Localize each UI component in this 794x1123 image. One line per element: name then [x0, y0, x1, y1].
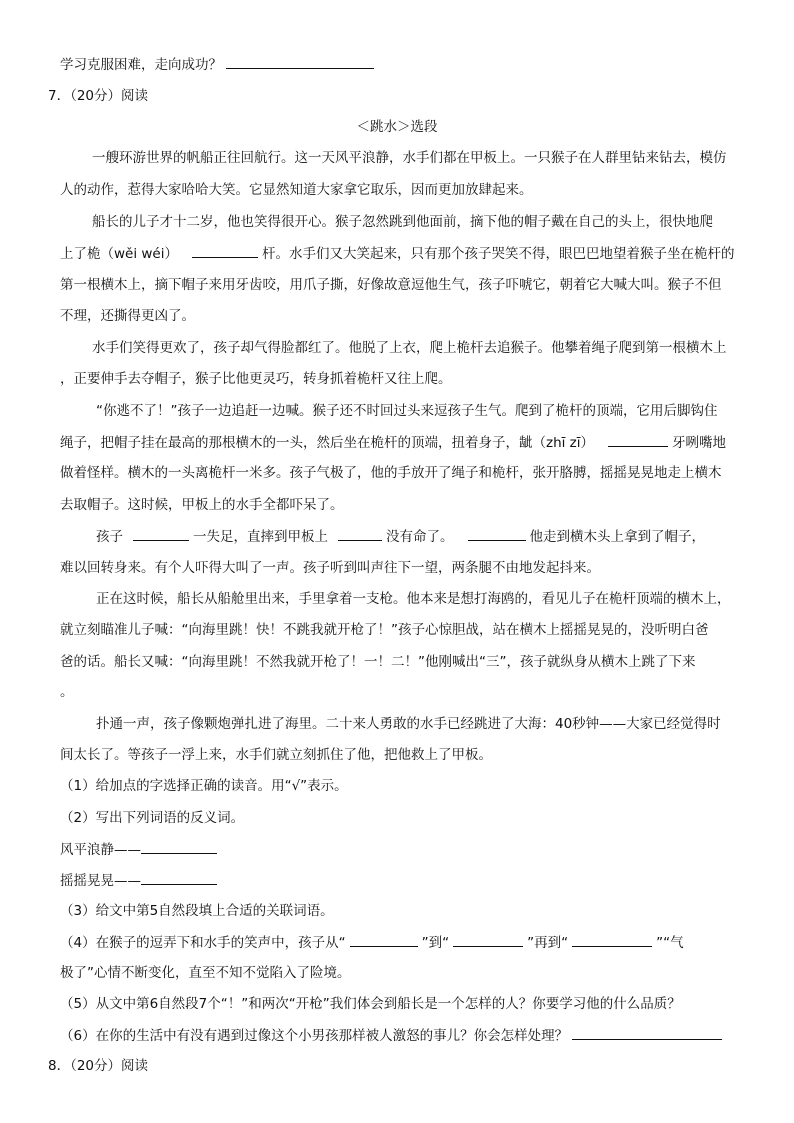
answer-blank-2[interactable] [338, 526, 382, 541]
p1-line1: 一艘环游世界的帆船正往回航行。这一天风平浪静，水手们都在甲板上。一只猴子在人群里钻来钻去，模仿 [92, 150, 727, 166]
sub-question-5: （5）从文中第6自然段7个“！”和两次“开枪”我们体会到船长是一个怎样的人？你要学习他的什么品质？ [60, 996, 681, 1012]
sub-question-1: （1）给加点的字选择正确的读音。用“√”表示。 [60, 778, 348, 794]
p2-line2: 上了桅（wěi wéi） 杆。水手们又大笑起来，只有那个孩子哭笑不得，眼巴巴地望着猴子坐在桅杆的 [60, 243, 735, 264]
answer-blank[interactable] [226, 54, 374, 69]
sub-question-3: （3）给文中第5自然段填上合适的关联词语。 [60, 903, 334, 919]
p5-line2: 难以回转身来。有个人吓得大叫了一声。孩子听到叫声往下一望，两条腿不由地发起抖来。 [60, 560, 600, 576]
q7-header: 7．（20分）阅读 [48, 88, 149, 104]
sub-question-4-line1: （4）在猴子的逗弄下和水手的笑声中，孩子从“ ”到“ ”再到“ ”“气 [60, 932, 684, 953]
prev-question-text: 学习克服困难，走向成功？ [60, 57, 222, 73]
p2-line3: 第一根横木上，摘下帽子来用牙齿咬，用爪子撕，好像故意逗他生气，孩子吓唬它，朝着它大喊大叫。猴子不但 [60, 277, 722, 293]
p6-line2: 就立刻瞄准儿子喊：“向海里跳！快！不跳我就开枪了！”孩子心惊胆战，站在横木上摇摇晃晃的，没听明白爸 [60, 622, 709, 638]
passage-title: ＜跳水＞选段 [356, 119, 438, 135]
p7-line2: 间太长了。等孩子一浮上来，水手们就立刻抓住了他，把他救上了甲板。 [60, 747, 492, 763]
answer-blank[interactable] [192, 243, 258, 258]
p7-line1: 扑通一声，孩子像颗炮弹扎进了海里。二十来人勇敢的水手已经跳进了大海：40秒钟——大家已经觉得时 [96, 716, 721, 732]
antonym-1: 风平浪静—— [60, 839, 221, 860]
sub-question-2: （2）写出下列词语的反义词。 [60, 810, 245, 826]
prev-question-tail [60, 54, 378, 75]
p6-line4: 。 [60, 684, 74, 700]
sub-question-6: （6）在你的生活中有没有遇到过像这个小男孩那样被人激怒的事儿？你会怎样处理？ [60, 1025, 726, 1046]
answer-blank[interactable] [141, 870, 217, 885]
p4-line4: 去取帽子。这时候，甲板上的水手全都吓呆了。 [60, 497, 344, 513]
answer-blank-2[interactable] [453, 932, 523, 947]
p3-line1: 水手们笑得更欢了，孩子却气得脸都红了。他脱了上衣，爬上桅杆去追猴子。他攀着绳子爬到第一根横木上 [92, 340, 727, 356]
p1-line2: 人的动作，惹得大家哈哈大笑。它显然知道大家拿它取乐，因而更加放肆起来。 [60, 182, 533, 198]
answer-blank[interactable] [141, 839, 217, 854]
p2-line1: 船长的儿子才十二岁，他也笑得很开心。猴子忽然跳到他面前，摘下他的帽子戴在自己的头上，很快地爬 [92, 214, 713, 230]
p5-line1: 孩子 一失足，直摔到甲板上 没有命了。 他走到横木头上拿到了帽子， [96, 526, 705, 547]
p3-line2: ，正要伸手去夺帽子，猴子比他更灵巧，转身抓着桅杆又往上爬。 [60, 371, 452, 387]
answer-blank-3[interactable] [572, 932, 652, 947]
p6-line3: 爸的话。船长又喊：“向海里跳！不然我就开枪了！一！二！”他刚喊出“三”，孩子就纵身从横木上跳了下来 [60, 654, 696, 670]
answer-blank-3[interactable] [468, 526, 526, 541]
p4-line3: 做着怪样。横木的一头离桅杆一米多。孩子气极了，他的手放开了绳子和桅杆，张开胳膊，摇摇晃晃地走上横木 [60, 465, 722, 481]
answer-blank[interactable] [608, 432, 668, 447]
p6-line1: 正在这时候，船长从船舱里出来，手里拿着一支枪。他本来是想打海鸥的，看见儿子在桅杆顶端的横木上， [96, 591, 731, 607]
answer-blank-1[interactable] [133, 526, 189, 541]
antonym-2: 摇摇晃晃—— [60, 870, 221, 891]
q8-header: 8．（20分）阅读 [48, 1058, 149, 1074]
p2-line4: 不理，还撕得更凶了。 [60, 308, 195, 324]
answer-blank-1[interactable] [350, 932, 418, 947]
p4-line1: “你逃不了！”孩子一边追赶一边喊。猴子还不时回过头来逗孩子生气。爬到了桅杆的顶端，它用后脚钩住 [96, 403, 718, 419]
p4-line2: 绳子，把帽子挂在最高的那根横木的一头，然后坐在桅杆的顶端，扭着身子，龇（zhī zī） 牙咧嘴地 [60, 432, 726, 453]
answer-blank[interactable] [572, 1025, 722, 1040]
sub-question-4-line2: 极了”心情不断变化，直至不知不觉陷入了险境。 [60, 965, 351, 981]
